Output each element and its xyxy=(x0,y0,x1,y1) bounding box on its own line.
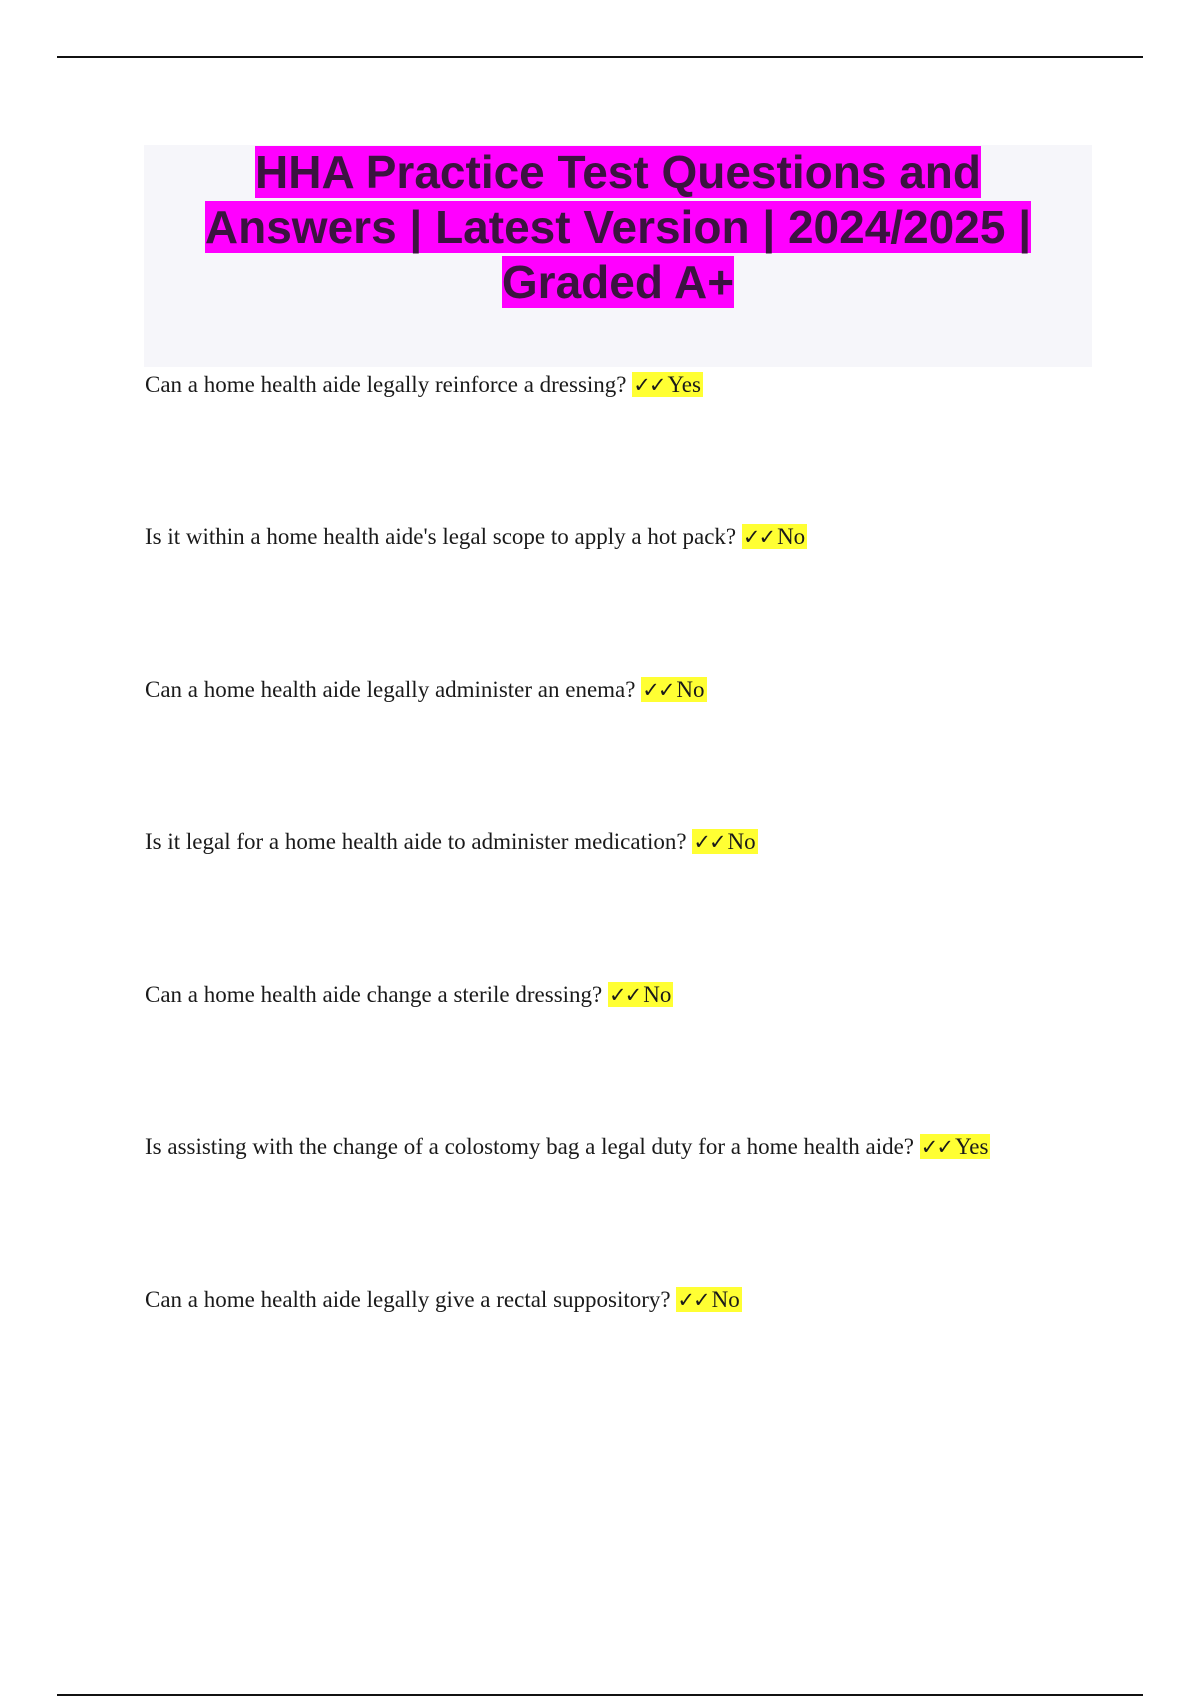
answer-highlight xyxy=(920,1134,991,1159)
question-text: Can a home health aide legally administer an enema? xyxy=(145,677,636,702)
question-text: Can a home health aide legally reinforce a dressing? xyxy=(145,372,627,397)
answer-text: No xyxy=(676,677,705,702)
double-check-icon: ✓✓ xyxy=(742,525,775,549)
answer-highlight xyxy=(608,982,673,1007)
answer-text: No xyxy=(643,982,672,1007)
question-text: Is assisting with the change of a colostomy bag a legal duty for a home health aide? xyxy=(145,1134,914,1159)
answer-highlight xyxy=(692,829,757,854)
question-text: Can a home health aide legally give a rectal suppository? xyxy=(145,1287,671,1312)
answer-highlight xyxy=(641,677,706,702)
double-check-icon: ✓✓ xyxy=(677,1288,709,1312)
answer-highlight xyxy=(676,1287,741,1312)
document-title-text: HHA Practice Test Questions and Answers | Latest Version | 2024/2025 | Graded A+ xyxy=(204,146,1032,308)
qa-item xyxy=(145,370,703,400)
double-check-icon: ✓✓ xyxy=(633,373,665,397)
answer-highlight xyxy=(742,524,807,549)
double-check-icon: ✓✓ xyxy=(642,678,674,702)
double-check-icon: ✓✓ xyxy=(693,830,725,854)
qa-item xyxy=(145,980,673,1010)
document-title xyxy=(168,145,1068,310)
qa-item xyxy=(145,1132,990,1162)
top-rule xyxy=(57,56,1143,58)
answer-text: Yes xyxy=(954,1134,989,1159)
answer-text: No xyxy=(711,1287,740,1312)
qa-item xyxy=(145,675,707,705)
double-check-icon: ✓✓ xyxy=(920,1135,952,1159)
qa-item xyxy=(145,827,758,857)
bottom-rule xyxy=(57,1694,1143,1696)
answer-highlight xyxy=(632,372,703,397)
answer-text: Yes xyxy=(667,372,701,397)
qa-item xyxy=(145,522,807,552)
question-text: Is it legal for a home health aide to administer medication? xyxy=(145,829,687,854)
double-check-icon: ✓✓ xyxy=(609,983,641,1007)
question-text: Is it within a home health aide's legal scope to apply a hot pack? xyxy=(145,524,737,549)
question-text: Can a home health aide change a sterile dressing? xyxy=(145,982,603,1007)
answer-text: No xyxy=(727,829,756,854)
title-box xyxy=(144,145,1092,367)
answer-text: No xyxy=(777,524,806,549)
qa-item xyxy=(145,1285,742,1315)
